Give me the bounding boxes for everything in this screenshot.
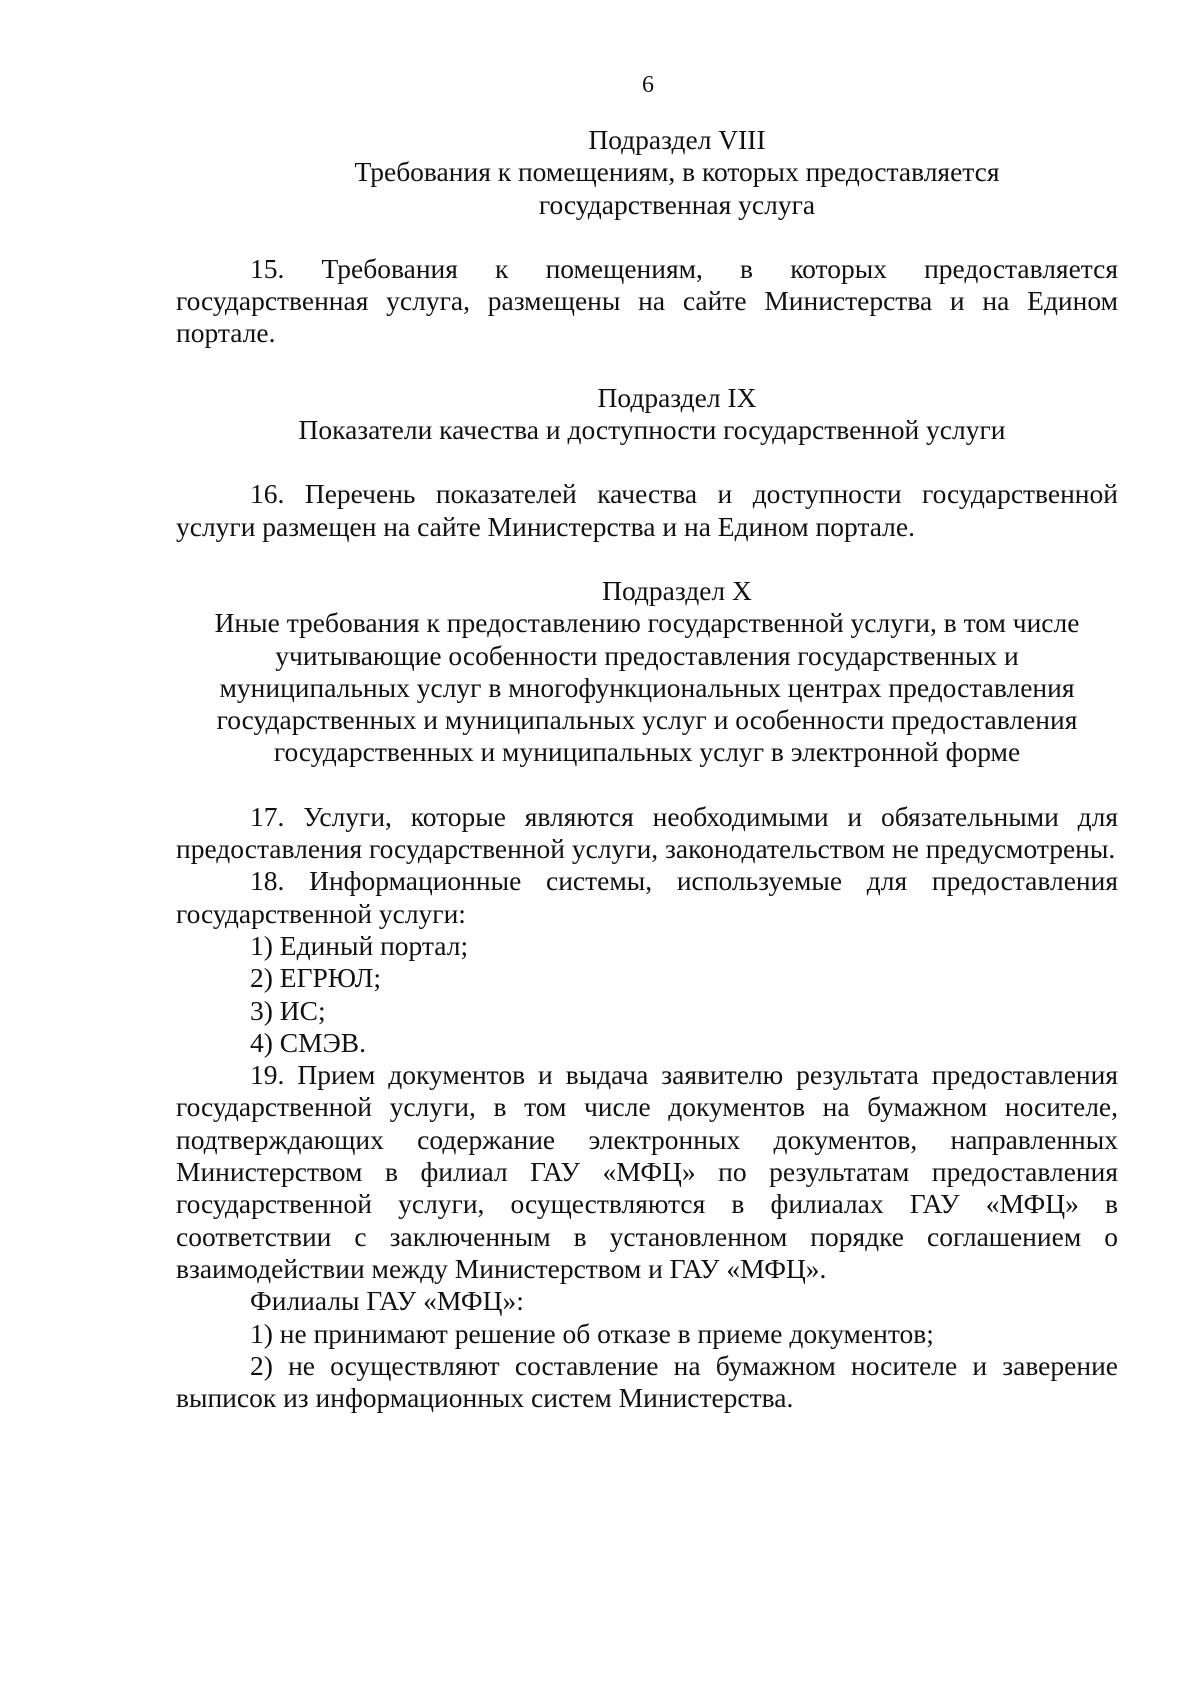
spacer xyxy=(176,543,1118,575)
list-item: 4) СМЭВ. xyxy=(250,1026,366,1058)
section-8-heading: Подраздел VIII xyxy=(588,124,766,155)
document-body xyxy=(176,124,1118,1414)
section-10-heading: Подраздел X xyxy=(602,574,752,606)
section-10-title-line-4: государственных и муниципальных услуг и особенности предоставления xyxy=(216,704,1078,736)
list-item: 1) не принимают решение об отказе в приеме документов; xyxy=(250,1317,934,1349)
paragraph-16: 16. Перечень показателей качества и доступности государственной услуги размещен на сайте Министерства и на Едином портале. xyxy=(176,478,1118,542)
spacer xyxy=(176,350,1118,382)
list-item: 2) ЕГРЮЛ; xyxy=(250,962,381,994)
section-10-title-line-1: Иные требования к предоставлению государственной услуги, в том числе xyxy=(214,607,1080,639)
section-8-title-line-1: Требования к помещениям, в которых предоставляется xyxy=(354,156,1000,188)
section-10-header xyxy=(176,575,1118,769)
paragraph-17: 17. Услуги, которые являются необходимыми и обязательными для предоставления государственной услуги, законодательством не предусмотрены. xyxy=(176,800,1118,865)
paragraph-18: 18. Информационные системы, используемые для предоставления государственной услуги: xyxy=(176,865,1118,929)
section-9-title: Показатели качества и доступности государственной услуги xyxy=(298,414,1006,446)
list-item: 1) Единый портал; xyxy=(250,929,469,961)
spacer xyxy=(176,221,1118,253)
section-8-header xyxy=(236,124,1118,221)
branches-intro: Филиалы ГАУ «МФЦ»: xyxy=(250,1285,524,1317)
list-item: 2) не осуществляют составление на бумажном носителе и заверение выписок из информационных систем Министерства. xyxy=(176,1349,1118,1414)
spacer xyxy=(176,769,1118,801)
paragraph-15: 15. Требования к помещениям, в которых предоставляется государственная услуга, размещены на сайте Министерства и на Едином портале. xyxy=(176,252,1118,349)
paragraph-19: 19. Прием документов и выдача заявителю результата предоставления государственной услуги, в том числе документов на бумажном носителе, подтверждающих содержание электронных документов, направленных Министерством в филиал ГАУ «МФЦ» по результатам предоставления государственной услуги, осуществляются в филиалах ГАУ «МФЦ» в соответствии с заключенным в установленном порядке соглашением о взаимодействии между Министерством и ГАУ «МФЦ». xyxy=(176,1059,1118,1284)
section-8-title-line-2: государственная услуга xyxy=(538,188,816,220)
list-item: 3) ИС; xyxy=(250,994,326,1026)
page-number: 6 xyxy=(642,72,654,98)
spacer xyxy=(176,446,1118,478)
section-9-heading: Подраздел IX xyxy=(597,381,757,413)
section-10-title-line-5: государственных и муниципальных услуг в электронной форме xyxy=(273,736,1021,768)
section-10-title-line-3: муниципальных услуг в многофункциональных центрах предоставления xyxy=(219,671,1075,703)
section-10-title-line-2: учитывающие особенности предоставления государственных и xyxy=(275,639,1019,671)
section-9-header xyxy=(186,382,1118,447)
